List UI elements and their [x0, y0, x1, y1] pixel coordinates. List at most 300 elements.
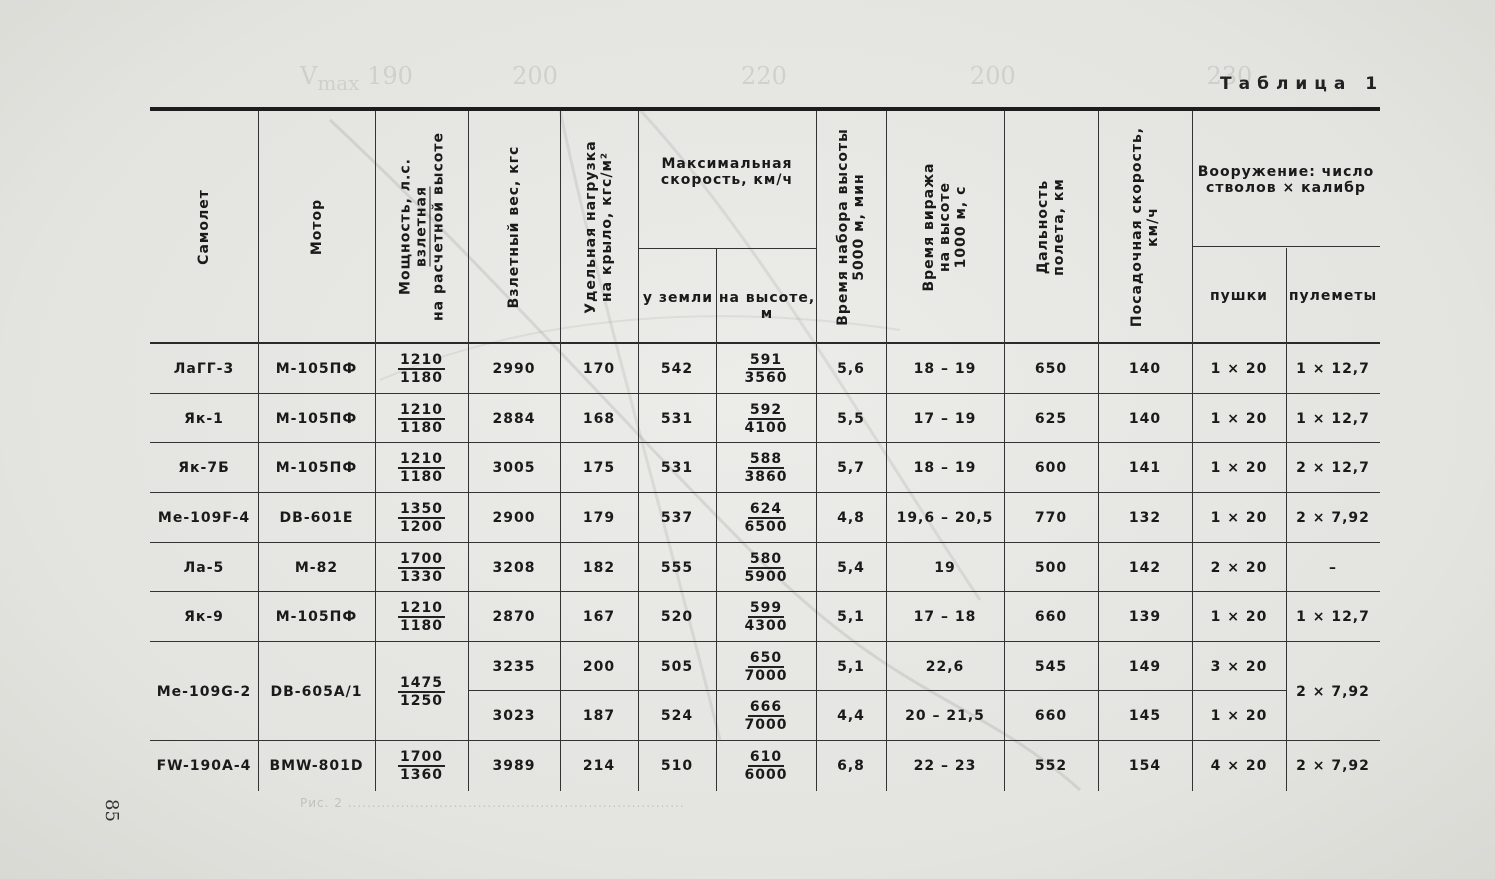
cell-aircraft [150, 543, 258, 592]
header-climb-line1: Время набора высоты [835, 127, 851, 326]
cell-machine-guns [1286, 741, 1380, 791]
cell-speed-altitude-denominator: 7000 [744, 717, 788, 733]
cell-speed-altitude-numerator: 666 [749, 699, 783, 715]
cell-turn-time [886, 642, 1004, 691]
cell-speed-altitude-denominator: 6500 [744, 519, 788, 535]
header-power-line2: взлетная [413, 186, 429, 267]
cell-speed-altitude-numerator: 580 [749, 550, 783, 567]
header-wing-load [560, 111, 638, 342]
cell-range-text: 770 [1034, 510, 1068, 526]
cell-landing-speed-text: 139 [1128, 609, 1162, 625]
cell-turn-time [886, 443, 1004, 493]
cell-power [375, 394, 468, 443]
cell-range [1004, 741, 1098, 791]
cell-machine-guns-text: 2 × 12,7 [1296, 460, 1370, 476]
cell-cannons-text: 3 × 20 [1210, 658, 1268, 675]
cell-speed-ground [638, 592, 716, 642]
cell-power-fraction [398, 600, 445, 634]
cell-cannons [1192, 741, 1286, 791]
cell-speed-altitude-numerator: 650 [749, 649, 783, 666]
cell-range-text: 600 [1034, 460, 1068, 476]
cell-speed-altitude-numerator: 592 [749, 401, 783, 418]
page-number: 85 [100, 799, 122, 822]
cell-power-denominator: 1180 [400, 618, 443, 634]
cell-speed-altitude [716, 543, 816, 592]
cell-speed-altitude-denominator: 4100 [744, 419, 788, 436]
cell-wing-load [560, 691, 638, 741]
cell-engine-text: М-105ПФ [275, 410, 358, 427]
cell-range-text: 545 [1034, 658, 1068, 675]
cell-machine-guns [1286, 443, 1380, 493]
cell-power-denominator: 1360 [400, 767, 443, 783]
cell-wing-load-text: 187 [582, 708, 616, 724]
cell-climb-time [816, 592, 886, 642]
cell-wing-load-text: 167 [582, 609, 616, 625]
header-takeoff-weight: Взлетный вес, кгс [506, 145, 522, 308]
cell-range [1004, 394, 1098, 443]
cell-climb-time-text: 4,4 [837, 708, 865, 724]
cell-turn-time [886, 592, 1004, 642]
cell-speed-altitude-numerator: 624 [749, 501, 783, 517]
cell-engine-text: М-105ПФ [275, 361, 358, 377]
cell-speed-altitude [716, 394, 816, 443]
cell-range-text: 650 [1034, 361, 1068, 377]
cell-aircraft [150, 493, 258, 543]
cell-landing-speed-text: 154 [1128, 758, 1162, 774]
cell-climb-time-text: 4,8 [837, 510, 865, 526]
cell-cannons [1192, 642, 1286, 691]
cell-takeoff-weight [468, 394, 560, 443]
cell-speed-altitude-numerator: 588 [749, 451, 783, 467]
cell-wing-load-text: 170 [582, 361, 616, 377]
cell-range-text: 660 [1034, 609, 1068, 625]
header-range-line2: полета, км [1051, 177, 1067, 276]
cell-landing-speed-text: 141 [1128, 460, 1162, 476]
header-machine-guns: пулеметы [1288, 288, 1378, 304]
cell-aircraft-text: Як-9 [184, 609, 224, 625]
cell-takeoff-weight-text: 3235 [492, 658, 536, 675]
cell-wing-load [560, 543, 638, 592]
cell-speed-altitude-fraction [745, 501, 788, 535]
cell-climb-time [816, 741, 886, 791]
cell-wing-load [560, 741, 638, 791]
cell-aircraft [150, 344, 258, 394]
cell-power [375, 543, 468, 592]
bleed-through-caption: Рис. 2 ...................................................................... [300, 796, 685, 810]
cell-range-text: 500 [1034, 559, 1068, 576]
cell-wing-load [560, 642, 638, 691]
cell-power-numerator: 1210 [400, 401, 443, 418]
cell-takeoff-weight [468, 344, 560, 394]
header-climb-line2: 5000 м, мин [851, 172, 867, 281]
cell-cannons-text: 2 × 20 [1210, 559, 1268, 576]
cell-power [375, 493, 468, 543]
cell-engine-text: BMW-801D [269, 758, 364, 774]
cell-power-denominator: 1200 [400, 519, 443, 535]
cell-speed-altitude-numerator: 610 [749, 749, 783, 765]
cell-landing-speed-text: 140 [1128, 361, 1162, 377]
row-divider [150, 393, 1380, 394]
row-divider [150, 591, 1380, 592]
cell-speed-altitude-fraction [745, 402, 788, 436]
cell-landing-speed-text: 132 [1128, 510, 1162, 526]
header-turn-time [886, 111, 1004, 342]
cell-power-numerator: 1210 [400, 451, 443, 467]
cell-landing-speed-text: 140 [1128, 410, 1162, 427]
cell-power-fraction [398, 551, 445, 585]
cell-power [375, 344, 468, 394]
cell-speed-altitude-numerator: 599 [749, 600, 783, 616]
cell-turn-time [886, 741, 1004, 791]
cell-climb-time [816, 493, 886, 543]
cell-speed-ground [638, 741, 716, 791]
cell-aircraft [150, 394, 258, 443]
cell-takeoff-weight [468, 691, 560, 741]
header-power-line3: на расчетной высоте [430, 132, 446, 322]
header-power [375, 111, 468, 342]
cell-machine-guns-text: 1 × 12,7 [1296, 410, 1370, 427]
cell-aircraft-text: Як-1 [184, 410, 224, 427]
cell-engine-text: М-105ПФ [275, 460, 358, 476]
cell-speed-altitude [716, 443, 816, 493]
header-speed-ground: у земли [642, 290, 714, 306]
cell-takeoff-weight-text: 3023 [492, 708, 536, 724]
cell-speed-ground [638, 344, 716, 394]
cell-engine [258, 443, 375, 493]
header-turn-line3: 1000 м, с [953, 185, 969, 268]
cell-machine-guns [1286, 394, 1380, 443]
cell-cannons-text: 1 × 20 [1210, 609, 1268, 625]
cell-turn-time-text: 17 – 19 [913, 410, 977, 427]
cell-machine-guns [1286, 642, 1380, 741]
cell-speed-altitude-denominator: 5900 [744, 568, 788, 585]
cell-range [1004, 443, 1098, 493]
cell-wing-load [560, 394, 638, 443]
cell-power-fraction [398, 352, 445, 386]
cell-wing-load-text: 175 [582, 460, 616, 476]
cell-speed-ground [638, 493, 716, 543]
cell-machine-guns-text: 2 × 7,92 [1296, 510, 1370, 526]
cell-speed-altitude-denominator: 4300 [744, 618, 788, 634]
row-divider [150, 740, 1380, 741]
header-turn-line1: Время виража [921, 162, 937, 292]
cell-climb-time-text: 6,8 [837, 758, 865, 774]
header-landing-speed [1098, 111, 1192, 342]
cell-engine [258, 592, 375, 642]
cell-cannons [1192, 394, 1286, 443]
cell-power-numerator: 1700 [400, 550, 443, 567]
cell-landing-speed-text: 142 [1128, 559, 1162, 576]
cell-power-denominator: 1180 [400, 469, 443, 485]
cell-wing-load-text: 182 [582, 559, 616, 576]
cell-aircraft [150, 443, 258, 493]
cell-climb-time [816, 443, 886, 493]
cell-power-fraction [398, 501, 445, 535]
cell-wing-load [560, 592, 638, 642]
header-range-line1: Дальность [1035, 179, 1051, 274]
cell-range-text: 552 [1034, 758, 1068, 774]
cell-takeoff-weight [468, 443, 560, 493]
cell-power-numerator: 1210 [400, 600, 443, 616]
cell-cannons [1192, 592, 1286, 642]
cell-turn-time [886, 344, 1004, 394]
header-landing-line1: Посадочная скорость, [1129, 126, 1145, 327]
cell-range [1004, 344, 1098, 394]
cell-cannons [1192, 543, 1286, 592]
table-label: Таблица 1 [1220, 74, 1385, 94]
cell-speed-ground [638, 642, 716, 691]
header-range [1004, 111, 1098, 342]
cell-speed-ground-text: 505 [660, 658, 694, 675]
cell-machine-guns-text: 1 × 12,7 [1296, 361, 1370, 377]
header-climb-time [816, 111, 886, 342]
cell-turn-time [886, 394, 1004, 443]
cell-landing-speed [1098, 543, 1192, 592]
cell-speed-ground-text: 520 [660, 609, 694, 625]
cell-climb-time-text: 5,7 [837, 460, 865, 476]
cell-climb-time-text: 5,1 [837, 658, 865, 675]
cell-power-fraction [398, 402, 445, 436]
cell-speed-altitude-denominator: 6000 [744, 767, 788, 783]
cell-range [1004, 691, 1098, 741]
cell-engine [258, 344, 375, 394]
cell-engine [258, 543, 375, 592]
cell-aircraft-text: Ла-5 [183, 559, 225, 576]
cell-aircraft [150, 741, 258, 791]
cell-range [1004, 493, 1098, 543]
cell-aircraft-text: FW-190A-4 [156, 758, 252, 774]
header-landing-line2: км/ч [1145, 206, 1161, 247]
cell-speed-altitude [716, 642, 816, 691]
cell-engine-text: DB-601E [279, 510, 354, 526]
cell-power-denominator: 1330 [400, 568, 443, 585]
cell-machine-guns [1286, 493, 1380, 543]
cell-speed-altitude-denominator: 3860 [744, 469, 788, 485]
cell-range [1004, 642, 1098, 691]
cell-range-text: 625 [1034, 410, 1068, 427]
cell-takeoff-weight [468, 741, 560, 791]
cell-speed-altitude [716, 691, 816, 741]
cell-turn-time [886, 543, 1004, 592]
cell-climb-time [816, 543, 886, 592]
cell-turn-time [886, 493, 1004, 543]
cell-aircraft [150, 642, 258, 741]
cell-range [1004, 543, 1098, 592]
cell-power-denominator: 1250 [400, 692, 443, 709]
cell-engine-text: DB-605A/1 [270, 683, 363, 700]
cell-engine [258, 394, 375, 443]
header-armament: Вооружение: число стволов × калибр [1197, 164, 1375, 196]
cell-machine-guns-text: 2 × 7,92 [1296, 758, 1370, 774]
header-subrule [1192, 246, 1380, 247]
header-turn-line2: на высоте [937, 181, 953, 272]
cell-speed-altitude-denominator: 7000 [744, 667, 788, 684]
cell-landing-speed [1098, 592, 1192, 642]
cell-range [1004, 592, 1098, 642]
cell-takeoff-weight-text: 2884 [492, 410, 536, 427]
cell-cannons [1192, 443, 1286, 493]
header-aircraft: Самолет [196, 188, 212, 265]
cell-climb-time [816, 691, 886, 741]
cell-machine-guns [1286, 344, 1380, 394]
cell-power-numerator: 1350 [400, 501, 443, 517]
cell-aircraft-text: Ме-109F-4 [157, 510, 251, 526]
row-divider [150, 442, 1380, 443]
cell-landing-speed-text: 145 [1128, 708, 1162, 724]
cell-speed-ground [638, 394, 716, 443]
row-divider [468, 690, 1192, 691]
cell-cannons-text: 1 × 20 [1210, 410, 1268, 427]
cell-machine-guns [1286, 543, 1380, 592]
cell-speed-ground-text: 542 [660, 361, 694, 377]
cell-wing-load [560, 493, 638, 543]
cell-landing-speed [1098, 493, 1192, 543]
cell-speed-ground [638, 443, 716, 493]
cell-turn-time-text: 22 – 23 [913, 758, 977, 774]
cell-wing-load [560, 443, 638, 493]
cell-wing-load [560, 344, 638, 394]
header-subrule [638, 248, 816, 249]
cell-takeoff-weight-text: 3208 [492, 559, 536, 576]
cell-landing-speed [1098, 642, 1192, 691]
cell-speed-altitude [716, 344, 816, 394]
cell-turn-time-text: 17 – 18 [913, 609, 977, 625]
cell-power [375, 642, 468, 741]
cell-takeoff-weight-text: 3989 [492, 758, 536, 774]
cell-climb-time-text: 5,4 [837, 559, 865, 576]
cell-climb-time [816, 344, 886, 394]
cell-power-numerator: 1210 [400, 352, 443, 368]
cell-power [375, 741, 468, 791]
header-wing-load-line2: на крыло, кгс/м² [599, 151, 615, 302]
cell-cannons [1192, 344, 1286, 394]
cell-power-denominator: 1180 [400, 419, 443, 436]
cell-speed-ground [638, 543, 716, 592]
cell-speed-altitude-fraction [745, 699, 788, 733]
cell-engine [258, 741, 375, 791]
cell-takeoff-weight-text: 2900 [492, 510, 536, 526]
row-divider [1192, 690, 1286, 691]
cell-cannons-text: 1 × 20 [1210, 708, 1268, 724]
cell-aircraft-text: ЛаГГ-3 [173, 361, 235, 377]
cell-range-text: 660 [1034, 708, 1068, 724]
cell-cannons-text: 4 × 20 [1210, 758, 1268, 774]
header-power-line1: Мощность, л.с. [397, 158, 413, 295]
cell-power-numerator: 1475 [400, 674, 443, 691]
cell-speed-ground-text: 510 [660, 758, 694, 774]
cell-speed-altitude-denominator: 3560 [744, 370, 788, 386]
cell-landing-speed [1098, 443, 1192, 493]
cell-engine-text: М-105ПФ [275, 609, 358, 625]
cell-speed-altitude-fraction [745, 749, 788, 783]
cell-machine-guns [1286, 592, 1380, 642]
cell-climb-time [816, 642, 886, 691]
cell-takeoff-weight [468, 592, 560, 642]
cell-power-denominator: 1180 [400, 370, 443, 386]
cell-turn-time-text: 19 [934, 559, 956, 576]
row-divider [150, 492, 1380, 493]
cell-speed-altitude [716, 741, 816, 791]
cell-turn-time-text: 18 – 19 [913, 361, 977, 377]
cell-engine [258, 642, 375, 741]
cell-takeoff-weight [468, 543, 560, 592]
cell-power-numerator: 1700 [400, 749, 443, 765]
cell-speed-altitude [716, 592, 816, 642]
cell-machine-guns-text: 1 × 12,7 [1296, 609, 1370, 625]
header-speed-altitude: на высоте, м [718, 290, 816, 322]
cell-aircraft-text: Ме-109G-2 [156, 683, 252, 700]
cell-cannons [1192, 493, 1286, 543]
cell-speed-altitude-fraction [745, 352, 788, 386]
cell-speed-ground-text: 531 [660, 460, 694, 476]
cell-takeoff-weight-text: 2990 [492, 361, 536, 377]
cell-speed-altitude-fraction [745, 451, 788, 485]
cell-power [375, 592, 468, 642]
cell-cannons-text: 1 × 20 [1210, 510, 1268, 526]
cell-wing-load-text: 200 [582, 658, 616, 675]
cell-landing-speed [1098, 344, 1192, 394]
cell-speed-ground-text: 524 [660, 708, 694, 724]
cell-climb-time [816, 394, 886, 443]
cell-climb-time-text: 5,6 [837, 361, 865, 377]
cell-speed-altitude-fraction [745, 650, 788, 684]
cell-aircraft-text: Як-7Б [178, 460, 230, 476]
row-divider [150, 542, 1380, 543]
cell-speed-altitude [716, 493, 816, 543]
cell-takeoff-weight-text: 2870 [492, 609, 536, 625]
cell-engine [258, 493, 375, 543]
cell-speed-altitude-fraction [745, 551, 788, 585]
cell-machine-guns-text: 2 × 7,92 [1296, 683, 1370, 700]
cell-speed-altitude-numerator: 591 [749, 352, 783, 368]
header-cannons: пушки [1210, 288, 1268, 304]
cell-speed-ground-text: 531 [660, 410, 694, 427]
cell-wing-load-text: 168 [582, 410, 616, 427]
cell-cannons-text: 1 × 20 [1210, 361, 1268, 377]
cell-turn-time-text: 18 – 19 [913, 460, 977, 476]
header-wing-load-line1: Удельная нагрузка [583, 139, 599, 314]
cell-takeoff-weight [468, 642, 560, 691]
header-engine: Мотор [308, 198, 325, 255]
cell-wing-load-text: 179 [582, 510, 616, 526]
header-max-speed: Максимальная скорость, км/ч [660, 156, 794, 188]
cell-speed-ground-text: 537 [660, 510, 694, 526]
cell-landing-speed [1098, 394, 1192, 443]
bleed-through: $V_{max}$ 190 200 220 200 230 [300, 62, 1253, 95]
cell-power-fraction [398, 451, 445, 485]
cell-aircraft [150, 592, 258, 642]
cell-landing-speed [1098, 691, 1192, 741]
cell-climb-time-text: 5,5 [837, 410, 865, 427]
cell-turn-time-text: 22,6 [925, 658, 965, 675]
cell-climb-time-text: 5,1 [837, 609, 865, 625]
cell-power-fraction [398, 749, 445, 783]
cell-power [375, 443, 468, 493]
row-divider [150, 641, 1380, 642]
cell-landing-speed [1098, 741, 1192, 791]
cell-machine-guns-text: – [1329, 559, 1337, 576]
cell-landing-speed-text: 149 [1128, 658, 1162, 675]
cell-power-fraction [398, 675, 445, 709]
cell-wing-load-text: 214 [582, 758, 616, 774]
cell-cannons-text: 1 × 20 [1210, 460, 1268, 476]
cell-turn-time-text: 20 – 21,5 [905, 708, 985, 724]
cell-takeoff-weight [468, 493, 560, 543]
cell-speed-ground-text: 555 [660, 559, 694, 576]
cell-turn-time-text: 19,6 – 20,5 [896, 510, 994, 526]
cell-engine-text: М-82 [294, 559, 339, 576]
cell-turn-time [886, 691, 1004, 741]
